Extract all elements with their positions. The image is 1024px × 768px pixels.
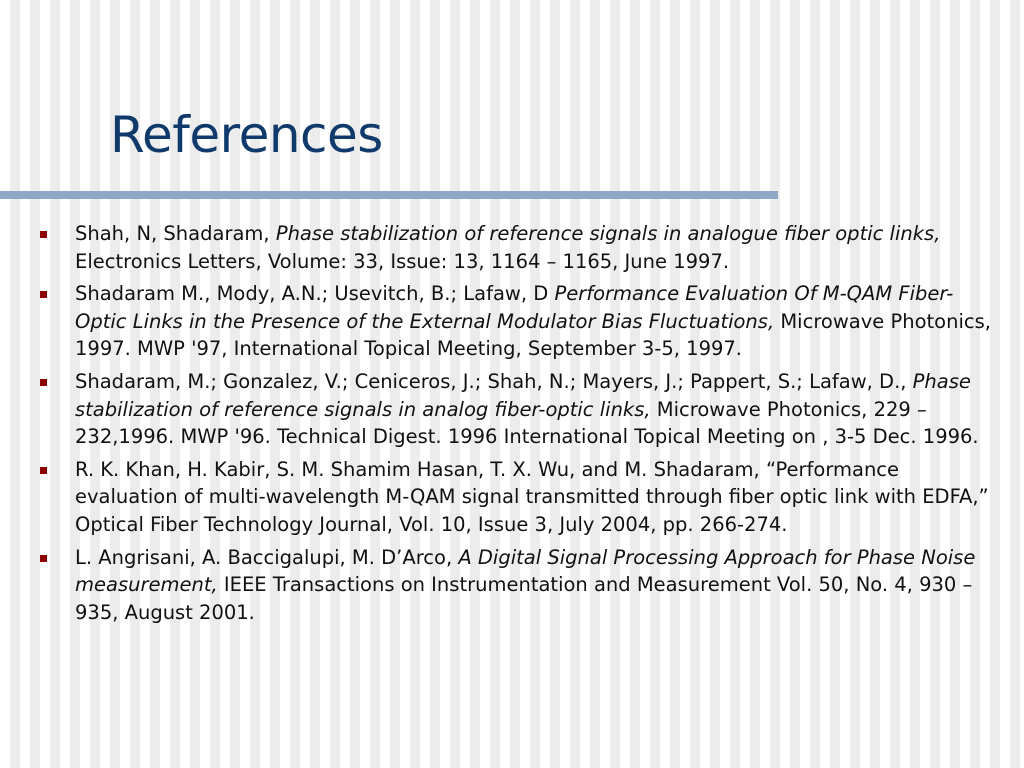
reference-item [40,456,1000,539]
reference-authors: Shadaram M., Mody, A.N.; Usevitch, B.; Lafaw, D [75,282,555,306]
reference-authors: Shadaram, M.; Gonzalez, V.; Ceniceros, J.; Shah, N.; Mayers, J.; Pappert, S.; Lafaw, D., [75,369,913,393]
reference-source: Electronics Letters, Volume: 33, Issue: 13, 1164 – 1165, June 1997. [75,249,730,273]
reference-source: IEEE Transactions on Instrumentation and Measurement Vol. 50, No. 4, 930 – 935, August 2001. [75,573,973,624]
reference-item [40,368,1000,451]
references-list [40,220,1000,631]
slide-title: References [110,106,383,164]
reference-item [40,280,1000,363]
reference-authors: Shah, N, Shadaram, [75,222,276,245]
square-bullet-icon [40,291,47,298]
reference-title: Phase stabilization of reference signals in analog fiber-optic links, [75,369,971,421]
reference-source: Microwave Photonics, 1997. MWP '97, International Topical Meeting, September 3-5, 1997. [75,309,991,361]
square-bullet-icon [40,467,47,474]
reference-source: Microwave Photonics, 229 – 232,1996. MWP '96. Technical Digest. 1996 International Topical Meeting on , 3-5 Dec. 1996. [75,397,979,449]
reference-title: Performance Evaluation Of M-QAM Fiber-Optic Links in the Presence of the External Modulator Bias Fluctuations, [75,282,954,333]
reference-item [40,220,1000,275]
square-bullet-icon [40,379,47,386]
reference-authors: L. Angrisani, A. Baccigalupi, M. D’Arco, [75,545,459,569]
reference-item [40,544,1000,627]
reference-text: R. K. Khan, H. Kabir, S. M. Shamim Hasan, T. X. Wu, and M. Shadaram, “Performance evaluation of multi-wavelength M-QAM signal transmitted through fiber optic link with EDFA,” Optical Fiber Technology Journal, Vol. 10, Issue 3, July 2004, pp. 266-274. [75,457,989,536]
reference-title: A Digital Signal Processing Approach for Phase Noise measurement, [75,545,976,597]
title-divider [0,191,778,199]
square-bullet-icon [40,231,47,238]
reference-title: Phase stabilization of reference signals in analogue fiber optic links, [275,222,941,245]
square-bullet-icon [40,555,47,562]
